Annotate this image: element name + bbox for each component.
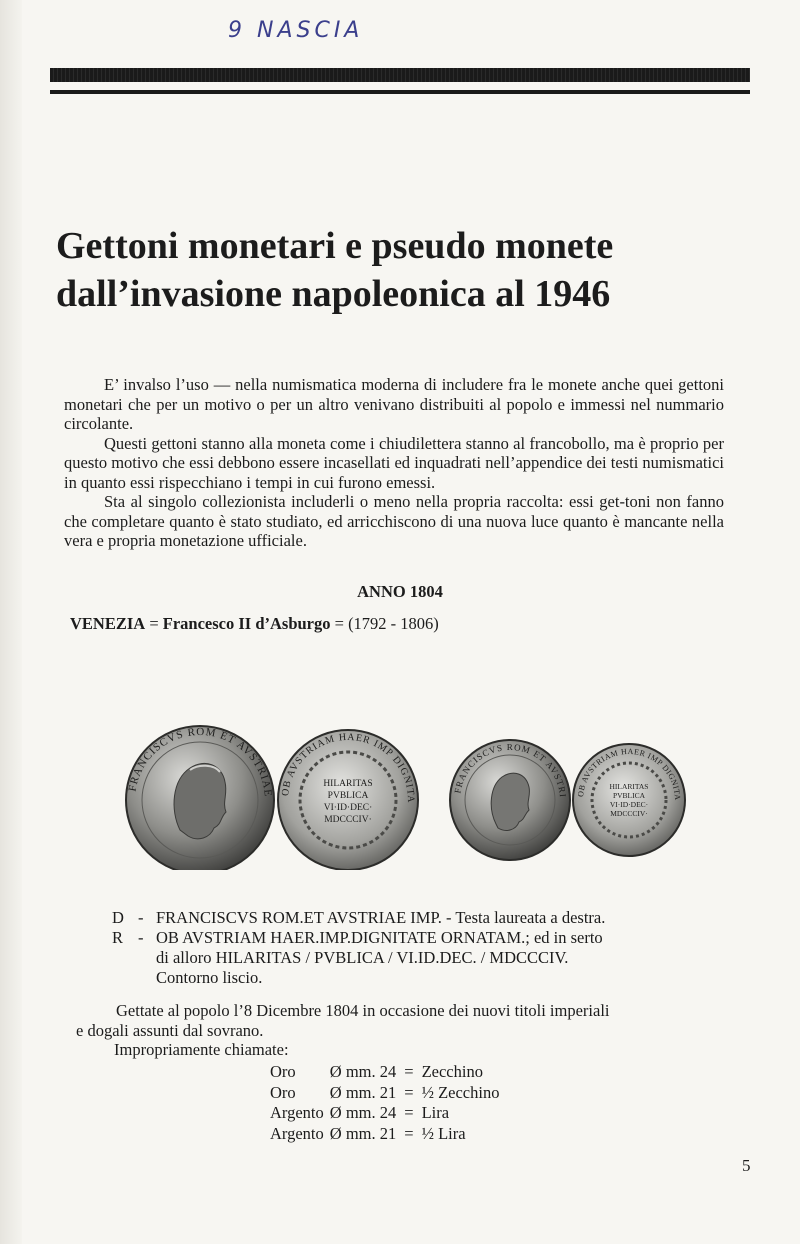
denomination-size: Ø mm. 21 <box>329 1082 397 1102</box>
coin-large-obverse <box>110 720 274 870</box>
coins-svg <box>110 720 710 870</box>
coin-photographs <box>110 720 710 870</box>
ruler-eq-1: = <box>149 614 159 633</box>
header-rule-thick <box>50 68 750 82</box>
coin-small-obverse-legend: FRANCISCVS ROM ET AVSTRI <box>452 741 568 799</box>
denomination-name: ½ Lira <box>421 1123 466 1143</box>
denomination-eq: = <box>404 1103 414 1122</box>
denomination-metal: Argento <box>270 1103 324 1122</box>
coin-small-reverse-line-4: MDCCCIV· <box>610 809 648 818</box>
denomination-name: ½ Zecchino <box>421 1082 500 1102</box>
obverse-description <box>112 908 732 928</box>
intro-paragraph-1: E’ invalso l’uso — nella numismatica moderna di includere fra le monete anche quei gettoni monetari che per un motivo o per un altro venivano distribuiti al popolo e immessi nel nummario circolante. <box>64 375 724 433</box>
denomination-size: Ø mm. 24 <box>329 1103 397 1122</box>
denomination-row <box>270 1103 499 1124</box>
coin-large-obverse-legend: FRANCISCVS ROM ET AVSTRIAE <box>126 725 275 798</box>
denomination-name: Zecchino <box>421 1062 483 1081</box>
page-number: 5 <box>742 1156 751 1175</box>
reverse-description <box>112 928 732 948</box>
ruler-dates: (1792 - 1806) <box>348 614 439 633</box>
notes-text <box>76 1001 736 1060</box>
title-line-2: dall’invasione napoleonica al 1946 <box>56 273 611 315</box>
notes-line-1: Gettate al popolo l’8 Dicembre 1804 in occasione dei nuovi titoli imperiali <box>116 1001 610 1020</box>
reverse-dash: - <box>138 928 144 947</box>
coin-large-reverse-line-1: HILARITAS <box>323 779 373 789</box>
denominations-table <box>270 1062 499 1144</box>
reverse-key: R <box>112 928 124 947</box>
coin-large-reverse-legend: OB AVSTRIAM HAER IMP DIGNITA <box>280 731 417 803</box>
denomination-row <box>270 1124 499 1145</box>
header-rule-thin <box>50 90 750 94</box>
coin-small-reverse-legend: OB AVSTRIAM HAER IMP DIGNITA <box>576 746 683 800</box>
denomination-metal: Oro <box>270 1082 296 1102</box>
notes-line-3: Impropriamente chiamate: <box>114 1040 289 1059</box>
article-title <box>56 222 756 318</box>
title-line-1: Gettoni monetari e pseudo monete <box>56 225 614 267</box>
intro-paragraph-2: Questi gettoni stanno alla moneta come i chiudilettera stanno al francobollo, ma è proprio per questo motivo che essi debbono essere incasellati ed inquadrati nell’appendice dei testi numismatici in quanto essi rispecchiano i tempi in cui furono emessi. <box>64 433 724 492</box>
reverse-text: OB AVSTRIAM HAER.IMP.DIGNITATE ORNATAM.; ed in serto <box>156 928 603 947</box>
ruler-name: Francesco II d’Asburgo <box>162 614 331 633</box>
ruler-place: VENEZIA <box>70 614 146 633</box>
denomination-size: Ø mm. 21 <box>329 1123 397 1143</box>
coin-large-reverse-line-2: PVBLICA <box>327 791 369 801</box>
notes-line-2: e dogali assunti dal sovrano. <box>76 1020 264 1040</box>
obverse-dash: - <box>138 908 144 927</box>
denomination-row <box>270 1083 499 1104</box>
reverse-text-continued: di alloro HILARITAS / PVBLICA / VI.ID.DEC. / MDCCCIV. <box>156 948 569 967</box>
coin-small-reverse-line-2: PVBLICA <box>612 791 646 800</box>
handwritten-note: 9 NASCIA <box>228 18 364 43</box>
intro-text <box>64 375 724 551</box>
coin-description <box>112 908 732 988</box>
coin-large-reverse-line-3: VI·ID·DEC· <box>323 803 373 813</box>
ruler-line <box>70 614 439 634</box>
denomination-metal: Argento <box>270 1123 324 1143</box>
coin-small-reverse-line-1: HILARITAS <box>609 782 649 791</box>
coin-large-reverse-line-4: MDCCCIV· <box>324 815 372 825</box>
obverse-key: D <box>112 908 124 927</box>
denomination-eq: = <box>404 1082 414 1102</box>
denomination-metal: Oro <box>270 1062 296 1081</box>
denomination-name: Lira <box>421 1103 450 1122</box>
denomination-row <box>270 1062 499 1083</box>
ruler-eq-2: = <box>334 614 344 633</box>
page-edge-shadow <box>0 0 22 1244</box>
year-heading: ANNO 1804 <box>357 582 443 601</box>
denomination-eq: = <box>404 1062 414 1081</box>
edge-description: Contorno liscio. <box>156 968 263 987</box>
coin-small-reverse-line-3: VI·ID·DEC· <box>609 800 649 809</box>
denomination-eq: = <box>404 1123 414 1143</box>
obverse-text: FRANCISCVS ROM.ET AVSTRIAE IMP. - Testa laureata a destra. <box>156 908 606 927</box>
denomination-size: Ø mm. 24 <box>329 1062 397 1081</box>
intro-paragraph-3: Sta al singolo collezionista includerli o meno nella propria raccolta: essi get-toni non fanno che completare quanto è stato studiato, ed arricchiscono di una nuova luce quanto è mancante nella vera e propria monetazione ufficiale. <box>64 492 724 550</box>
